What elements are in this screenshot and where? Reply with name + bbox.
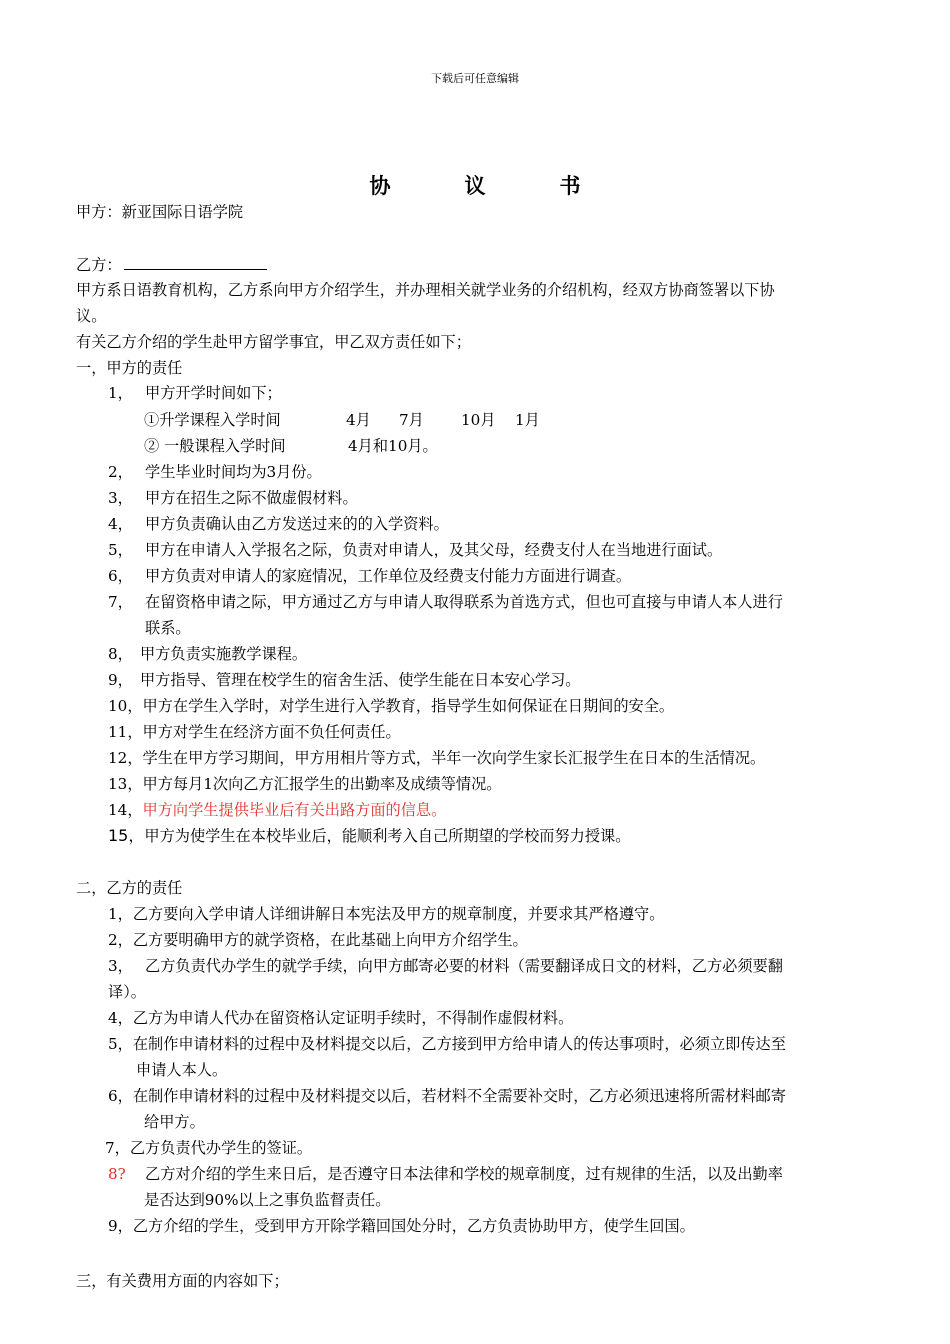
list-item: 5， 甲方在申请人入学报名之际，负责对申请人，及其父母，经费支付人在当地进行面试。 — [108, 541, 723, 559]
list-item-continuation: 是否达到90%以上之事负监督责任。 — [144, 1191, 391, 1209]
list-item: ①升学课程入学时间 4月 7月 10月 1月 — [144, 411, 540, 429]
list-item: 5，在制作申请材料的过程中及材料提交以后，乙方接到甲方给申请人的传达事项时，必须立即传达至 — [108, 1035, 786, 1053]
title-char-1: 协 — [369, 174, 391, 198]
list-item-continuation: 给甲方。 — [144, 1113, 205, 1131]
list-item: 13，甲方每月1次向乙方汇报学生的出勤率及成绩等情况。 — [108, 775, 502, 793]
section1-heading: 一，甲方的责任 — [76, 359, 183, 377]
list-item: 11，甲方对学生在经济方面不负任何责任。 — [108, 723, 401, 741]
party-a-line: 甲方：新亚国际日语学院 — [76, 203, 244, 221]
list-item: 15，甲方为使学生在本校毕业后，能顺利考入自己所期望的学校而努力授课。 — [108, 826, 631, 845]
section2-heading: 二，乙方的责任 — [76, 879, 183, 897]
title-char-2: 议 — [464, 174, 486, 198]
list-item: 7，乙方负责代办学生的签证。 — [105, 1139, 313, 1157]
list-item: 2， 学生毕业时间均为3月份。 — [108, 463, 322, 481]
list-item-continuation: 申请人本人。 — [136, 1061, 228, 1079]
list-item: 8， 甲方负责实施教学课程。 — [108, 645, 308, 663]
intro-line-3: 有关乙方介绍的学生赴甲方留学事宜，甲乙双方责任如下； — [76, 333, 471, 351]
list-item: 4，乙方为申请人代办在留资格认定证明手续时，不得制作虚假材料。 — [108, 1009, 574, 1027]
party-b-line — [76, 254, 267, 276]
list-item: 14，甲方向学生提供毕业后有关出路方面的信息。 — [108, 801, 447, 819]
list-item: 9， 甲方指导、管理在校学生的宿舍生活、使学生能在日本安心学习。 — [108, 671, 581, 689]
list-item-continuation: 译）。 — [108, 983, 146, 1001]
party-b-label: 乙方： — [76, 256, 122, 274]
header-note: 下载后可任意编辑 — [431, 72, 519, 85]
list-item-continuation: 联系。 — [145, 619, 191, 637]
list-item: 10，甲方在学生入学时，对学生进行入学教育，指导学生如何保证在日期间的安全。 — [108, 697, 675, 715]
list-item: 4， 甲方负责确认由乙方发送过来的的入学资料。 — [108, 515, 449, 533]
intro-line-1: 甲方系日语教育机构，乙方系向甲方介绍学生，并办理相关就学业务的介绍机构，经双方协商签署以下协 — [76, 281, 775, 299]
highlighted-text: 甲方向学生提供毕业后有关出路方面的信息。 — [142, 801, 447, 819]
list-item: 1，乙方要向入学申请人详细讲解日本宪法及甲方的规章制度，并要求其严格遵守。 — [108, 905, 665, 923]
list-item: 2，乙方要明确甲方的就学资格，在此基础上向甲方介绍学生。 — [108, 931, 528, 949]
list-item: 3， 乙方负责代办学生的就学手续，向甲方邮寄必要的材料（需要翻译成日文的材料，乙方必须要翻 — [108, 957, 783, 975]
list-item: 6， 甲方负责对申请人的家庭情况，工作单位及经费支付能力方面进行调查。 — [108, 567, 631, 585]
list-item: 8? 乙方对介绍的学生来日后，是否遵守日本法律和学校的规章制度，过有规律的生活，以及出勤率 — [108, 1165, 783, 1183]
list-item: ② 一般课程入学时间 4月和10月。 — [144, 437, 438, 455]
party-b-blank — [124, 255, 267, 270]
list-item: 9，乙方介绍的学生，受到甲方开除学籍回国处分时，乙方负责协助甲方，使学生回国。 — [108, 1217, 695, 1235]
list-item: 3， 甲方在招生之际不做虚假材料。 — [108, 489, 358, 507]
list-item: 12，学生在甲方学习期间，甲方用相片等方式，半年一次向学生家长汇报学生在日本的生活情况。 — [108, 749, 766, 767]
document-title — [0, 170, 950, 200]
title-char-3: 书 — [559, 174, 581, 198]
intro-line-2: 议。 — [76, 307, 107, 325]
list-item: 7， 在留资格申请之际，甲方通过乙方与申请人取得联系为首选方式，但也可直接与申请人本人进行 — [108, 593, 783, 611]
list-item: 1， 甲方开学时间如下； — [108, 384, 282, 402]
list-item: 6，在制作申请材料的过程中及材料提交以后，若材料不全需要补交时，乙方必须迅速将所需材料邮寄 — [108, 1087, 786, 1105]
section3-heading: 三，有关费用方面的内容如下； — [76, 1272, 289, 1290]
